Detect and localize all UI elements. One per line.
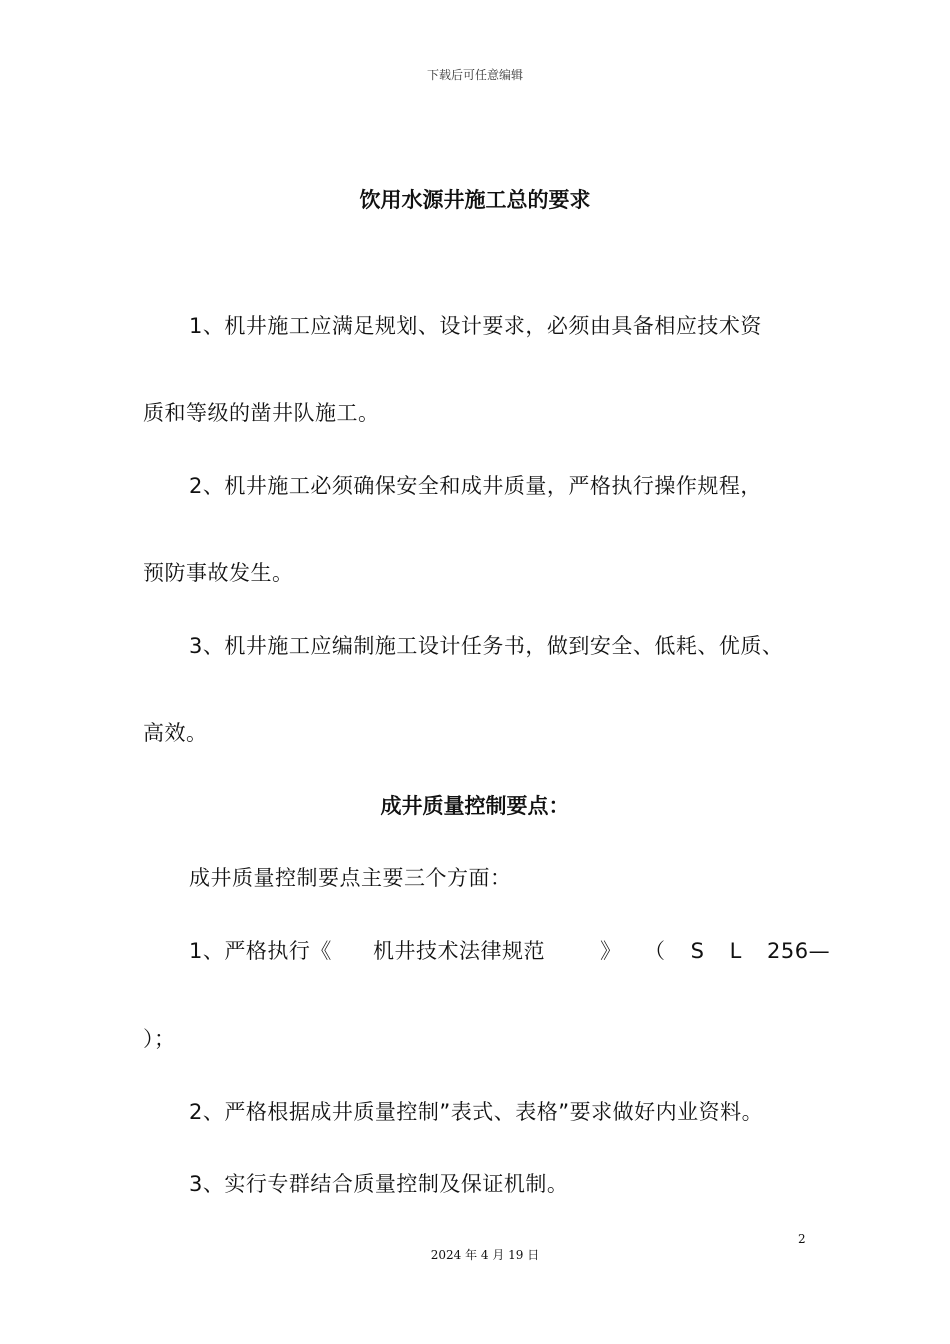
requirement-1-line-2: 质和等级的凿井队施工。	[143, 401, 380, 425]
requirement-2-line-1: 2、机井施工必须确保安全和成井质量，严格执行操作规程，	[189, 474, 762, 498]
quality-item-1-suffix: ）；	[143, 1027, 176, 1051]
requirement-1-line-1: 1、机井施工应满足规划、设计要求，必须由具备相应技术资	[189, 314, 762, 338]
footer-date: 2024 年 4 月 19 日	[430, 1248, 540, 1262]
requirement-3-line-2: 高效。	[143, 721, 208, 745]
quality-item-1-standard-name: 机井技术法律规范	[373, 939, 545, 963]
page-number: 2	[798, 1232, 806, 1246]
quality-item-3: 3、实行专群结合质量控制及保证机制。	[189, 1172, 569, 1196]
quality-item-1-prefix: 1、严格执行《	[189, 939, 332, 963]
requirement-2-line-2: 预防事故发生。	[143, 561, 294, 585]
page-header-note: 下载后可任意编辑	[426, 68, 523, 82]
quality-item-1-standard-code: （ S L 256—	[644, 939, 831, 963]
quality-item-1-close-bracket: 》	[600, 939, 622, 963]
document-title: 饮用水源井施工总的要求	[359, 188, 591, 212]
quality-intro: 成井质量控制要点主要三个方面：	[189, 866, 512, 890]
quality-section-heading: 成井质量控制要点：	[380, 794, 570, 818]
quality-item-2: 2、严格根据成井质量控制”表式、表格”要求做好内业资料。	[189, 1100, 764, 1124]
requirement-3-line-1: 3、机井施工应编制施工设计任务书，做到安全、低耗、优质、	[189, 634, 784, 658]
